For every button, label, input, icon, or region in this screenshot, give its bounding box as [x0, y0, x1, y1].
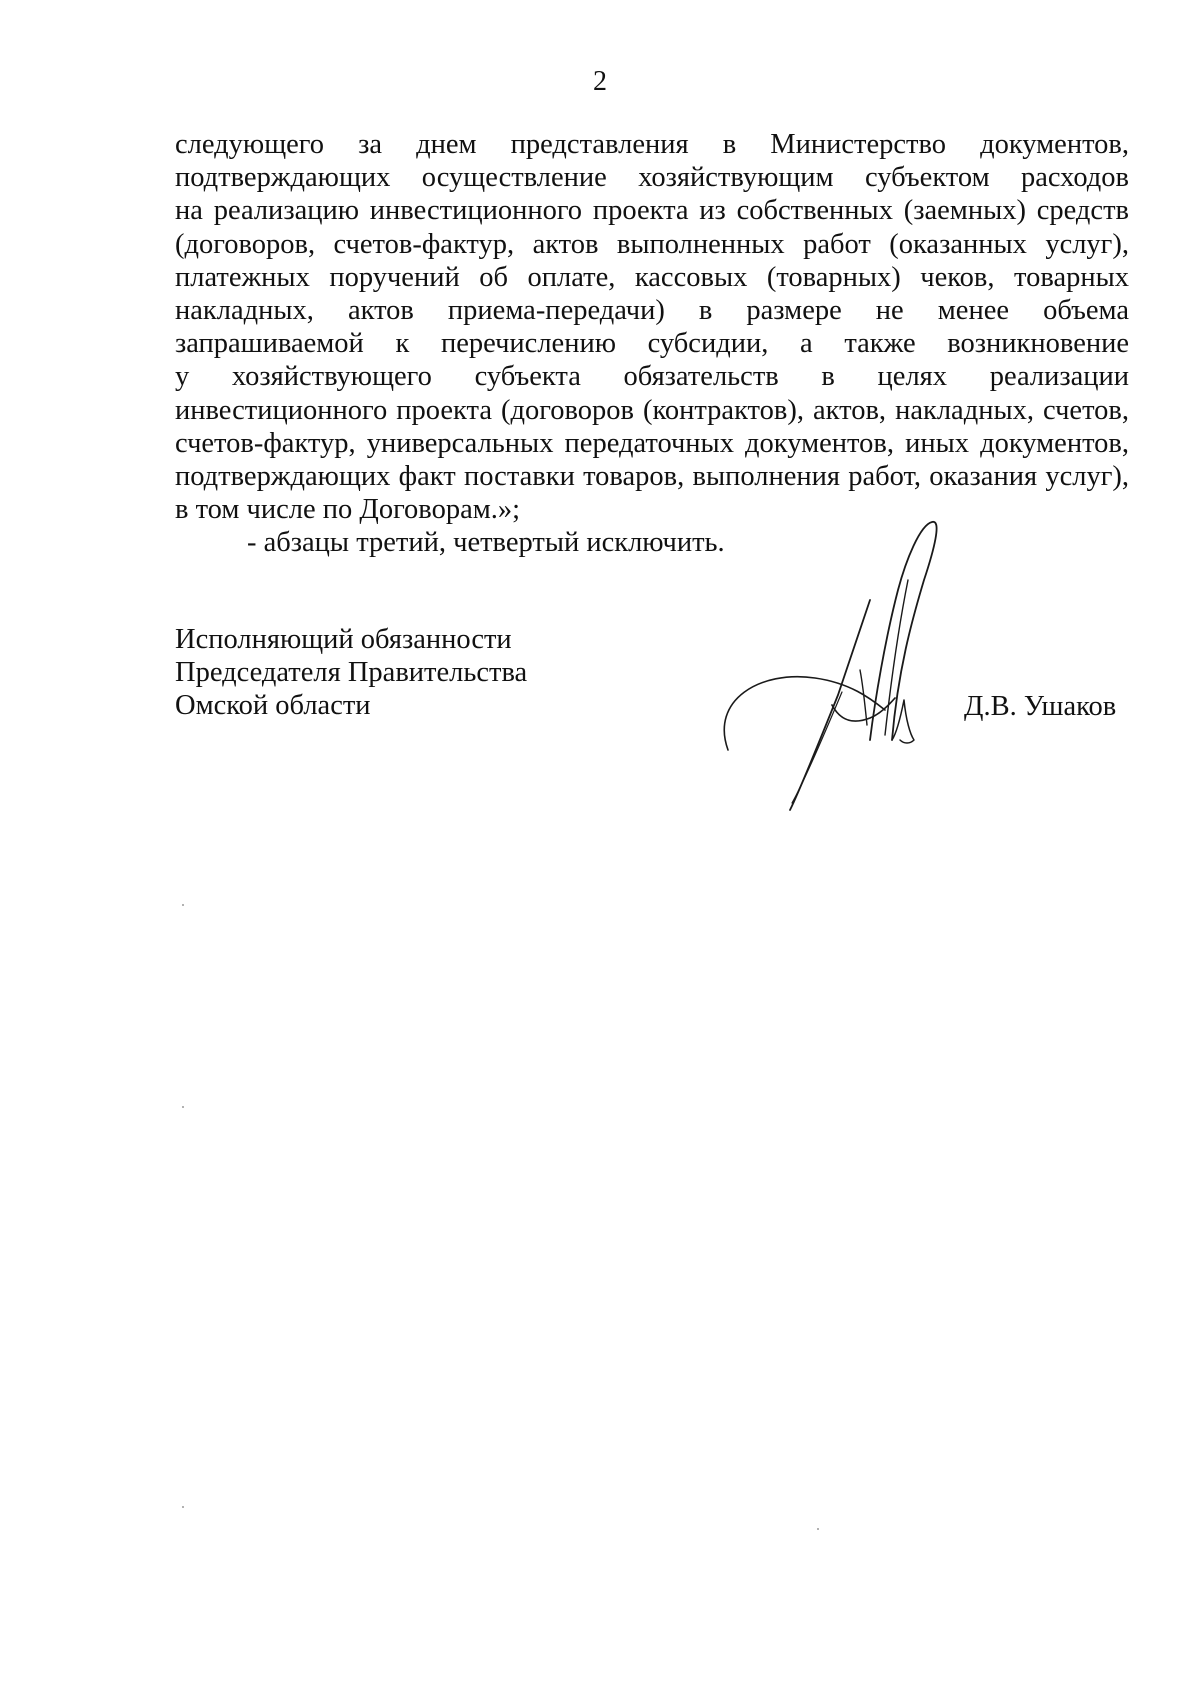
- body-text: [175, 128, 1129, 560]
- signature-stroke: [790, 600, 870, 810]
- signatory-position-line: Омской области: [175, 690, 371, 721]
- body-line: у хозяйствующего субъекта обязательств в целях реализации: [175, 361, 1129, 393]
- body-line: инвестиционного проекта (договоров (контрактов), актов, накладных, счетов,: [175, 394, 1129, 426]
- body-line: подтверждающих факт поставки товаров, выполнения работ, оказания услуг),: [175, 461, 1129, 493]
- page-number: 2: [593, 66, 607, 97]
- body-line: в том числе по Договорам.»;: [175, 494, 521, 526]
- scan-speck: [182, 1506, 184, 1508]
- signature-stroke: [860, 670, 867, 725]
- signatory-position: [175, 623, 527, 722]
- signature-stroke: [870, 522, 937, 740]
- handwritten-signature: [720, 520, 1010, 820]
- body-line: платежных поручений об оплате, кассовых (товарных) чеков, товарных: [175, 261, 1129, 293]
- body-line: на реализацию инвестиционного проекта из собственных (заемных) средств: [175, 195, 1129, 227]
- body-line: подтверждающих осуществление хозяйствующим субъектом расходов: [175, 162, 1129, 194]
- scan-speck: [182, 904, 184, 906]
- body-line: накладных, актов приема-передачи) в размере не менее объема: [175, 295, 1129, 327]
- body-line-amendment: - абзацы третий, четвертый исключить.: [247, 527, 725, 559]
- signature-stroke: [724, 677, 885, 750]
- body-line: (договоров, счетов-фактур, актов выполненных работ (оказанных услуг),: [175, 228, 1129, 260]
- body-line: счетов-фактур, универсальных передаточных документов, иных документов,: [175, 427, 1129, 459]
- scan-speck: [817, 1528, 819, 1530]
- signatory-position-line: Исполняющий обязанности: [175, 624, 512, 655]
- signatory-position-line: Председателя Правительства: [175, 657, 528, 688]
- body-line: следующего за днем представления в Министерство документов,: [175, 129, 1129, 160]
- scan-speck: [182, 1106, 184, 1108]
- signatory-name: Д.В. Ушаков: [964, 691, 1117, 722]
- body-line: запрашиваемой к перечислению субсидии, а также возникновение: [175, 328, 1129, 360]
